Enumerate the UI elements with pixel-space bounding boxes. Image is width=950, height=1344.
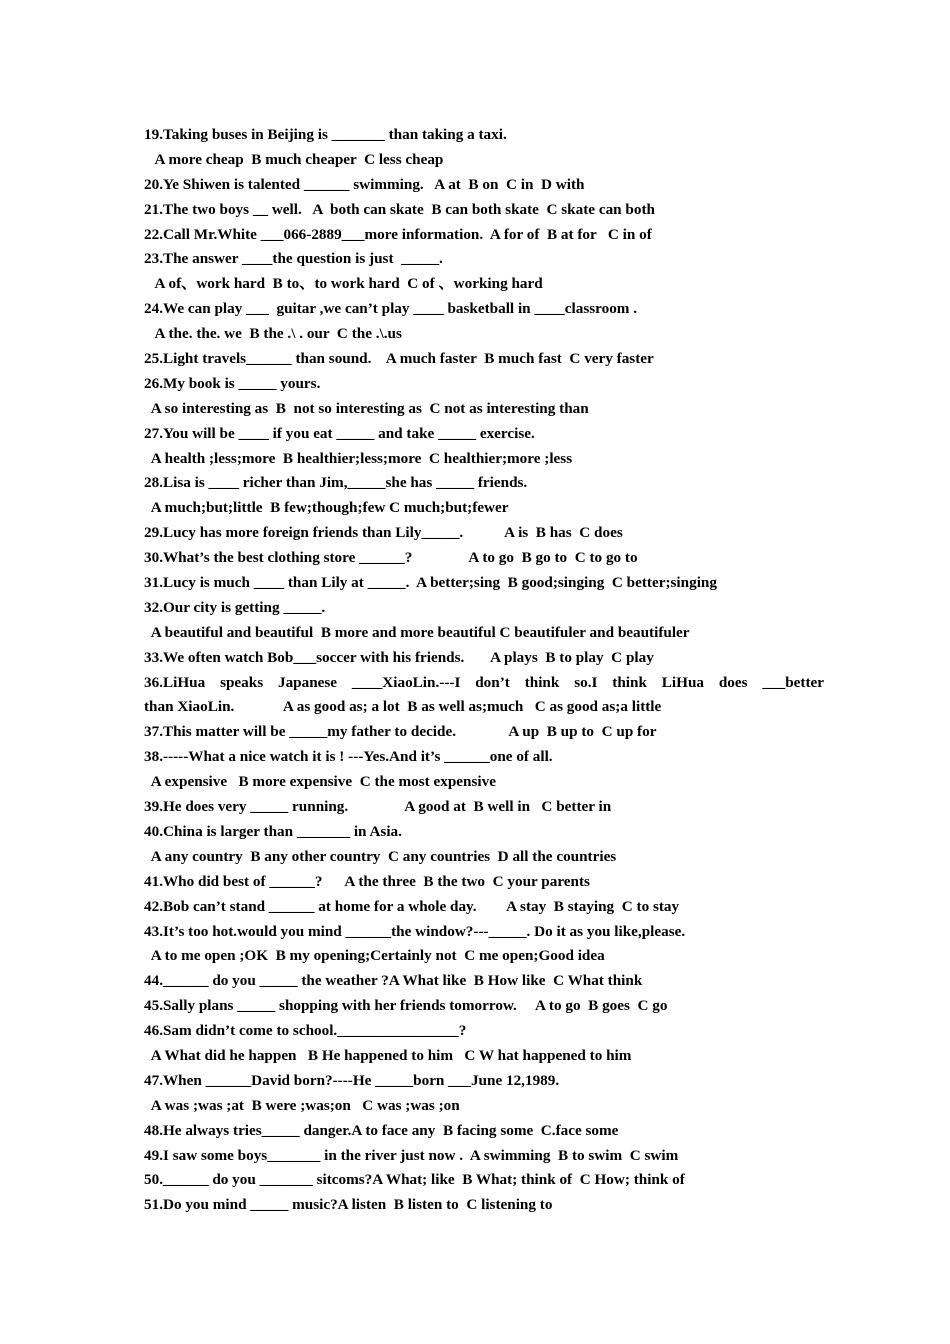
question-48: 48.He always tries_____ danger.A to face any B facing some C.face some bbox=[144, 1121, 619, 1139]
question-19: 19.Taking buses in Beijing is _______ than taking a taxi. bbox=[144, 126, 507, 143]
question-36: 36.LiHua speaks Japanese ____XiaoLin.---I don’t think so.I think LiHua does ___better bbox=[144, 673, 824, 691]
options-19: A more cheap B much cheaper C less cheap bbox=[144, 150, 444, 168]
question-38: 38.-----What a nice watch it is ! ---Yes.And it’s ______one of all. bbox=[144, 748, 553, 766]
question-21: 21.The two boys __ well. A both can skate B can both skate C skate can both bbox=[144, 200, 655, 218]
question-26: 26.My book is _____ yours. bbox=[144, 374, 321, 392]
question-39: 39.He does very _____ running. A good at B well in C better in bbox=[144, 798, 612, 816]
question-50: 50.______ do you _______ sitcoms?A What; like B What; think of C How; think of bbox=[144, 1171, 685, 1189]
question-32: 32.Our city is getting _____. bbox=[144, 598, 326, 616]
question-47: 47.When ______David born?----He _____born ___June 12,1989. bbox=[144, 1071, 560, 1089]
question-51: 51.Do you mind _____ music?A listen B listen to C listening to bbox=[144, 1196, 553, 1214]
options-38: A expensive B more expensive C the most expensive bbox=[144, 773, 496, 791]
options-23: A of、work hard B to、to work hard C of 、working hard bbox=[144, 275, 543, 293]
question-42: 42.Bob can’t stand ______ at home for a whole day. A stay B staying C to stay bbox=[144, 897, 680, 915]
question-40: 40.China is larger than _______ in Asia. bbox=[144, 822, 402, 840]
question-46: 46.Sam didn’t come to school.________________? bbox=[144, 1022, 467, 1040]
question-30: 30.What’s the best clothing store ______? A to go B go to C to go to bbox=[144, 549, 638, 567]
options-28: A much;but;little B few;though;few C much;but;fewer bbox=[144, 499, 509, 517]
question-37: 37.This matter will be _____my father to decide. A up B up to C up for bbox=[144, 723, 657, 741]
options-47: A was ;was ;at B were ;was;on C was ;was ;on bbox=[144, 1096, 460, 1114]
question-36-continued: than XiaoLin. A as good as; a lot B as well as;much C as good as;a little bbox=[144, 698, 662, 716]
question-44: 44.______ do you _____ the weather ?A What like B How like C What think bbox=[144, 972, 643, 990]
options-43: A to me open ;OK B my opening;Certainly not C me open;Good idea bbox=[144, 947, 605, 965]
options-32: A beautiful and beautiful B more and more beautiful C beautifuler and beautifuler bbox=[144, 623, 690, 641]
question-25: 25.Light travels______ than sound. A much faster B much fast C very faster bbox=[144, 350, 654, 368]
options-27: A health ;less;more B healthier;less;more C healthier;more ;less bbox=[144, 449, 573, 467]
options-26: A so interesting as B not so interesting as C not as interesting than bbox=[144, 399, 589, 417]
question-49: 49.I saw some boys_______ in the river just now . A swimming B to swim C swim bbox=[144, 1146, 679, 1164]
question-31: 31.Lucy is much ____ than Lily at _____. A better;sing B good;singing C better;singing bbox=[144, 574, 717, 592]
question-24: 24.We can play ___ guitar ,we can’t play ____ basketball in ____classroom . bbox=[144, 300, 638, 318]
question-33: 33.We often watch Bob___soccer with his friends. A plays B to play C play bbox=[144, 648, 654, 666]
question-27: 27.You will be ____ if you eat _____ and take _____ exercise. bbox=[144, 424, 535, 442]
question-43: 43.It’s too hot.would you mind ______the window?---_____. Do it as you like,please. bbox=[144, 922, 686, 940]
options-40: A any country B any other country C any countries D all the countries bbox=[144, 847, 617, 865]
question-28: 28.Lisa is ____ richer than Jim,_____she has _____ friends. bbox=[144, 474, 528, 492]
question-23: 23.The answer ____the question is just _____. bbox=[144, 250, 443, 268]
exercise-page bbox=[144, 123, 824, 1218]
question-45: 45.Sally plans _____ shopping with her friends tomorrow. A to go B goes C go bbox=[144, 997, 668, 1015]
question-20: 20.Ye Shiwen is talented ______ swimming. A at B on C in D with bbox=[144, 175, 585, 193]
question-22: 22.Call Mr.White ___066-2889___more information. A for of B at for C in of bbox=[144, 225, 652, 243]
options-24: A the. the. we B the .\ . our C the .\.us bbox=[144, 325, 402, 343]
options-46: A What did he happen B He happened to him C W hat happened to him bbox=[144, 1046, 632, 1064]
question-29: 29.Lucy has more foreign friends than Lily_____. A is B has C does bbox=[144, 524, 623, 542]
question-41: 41.Who did best of ______? A the three B the two C your parents bbox=[144, 872, 590, 890]
